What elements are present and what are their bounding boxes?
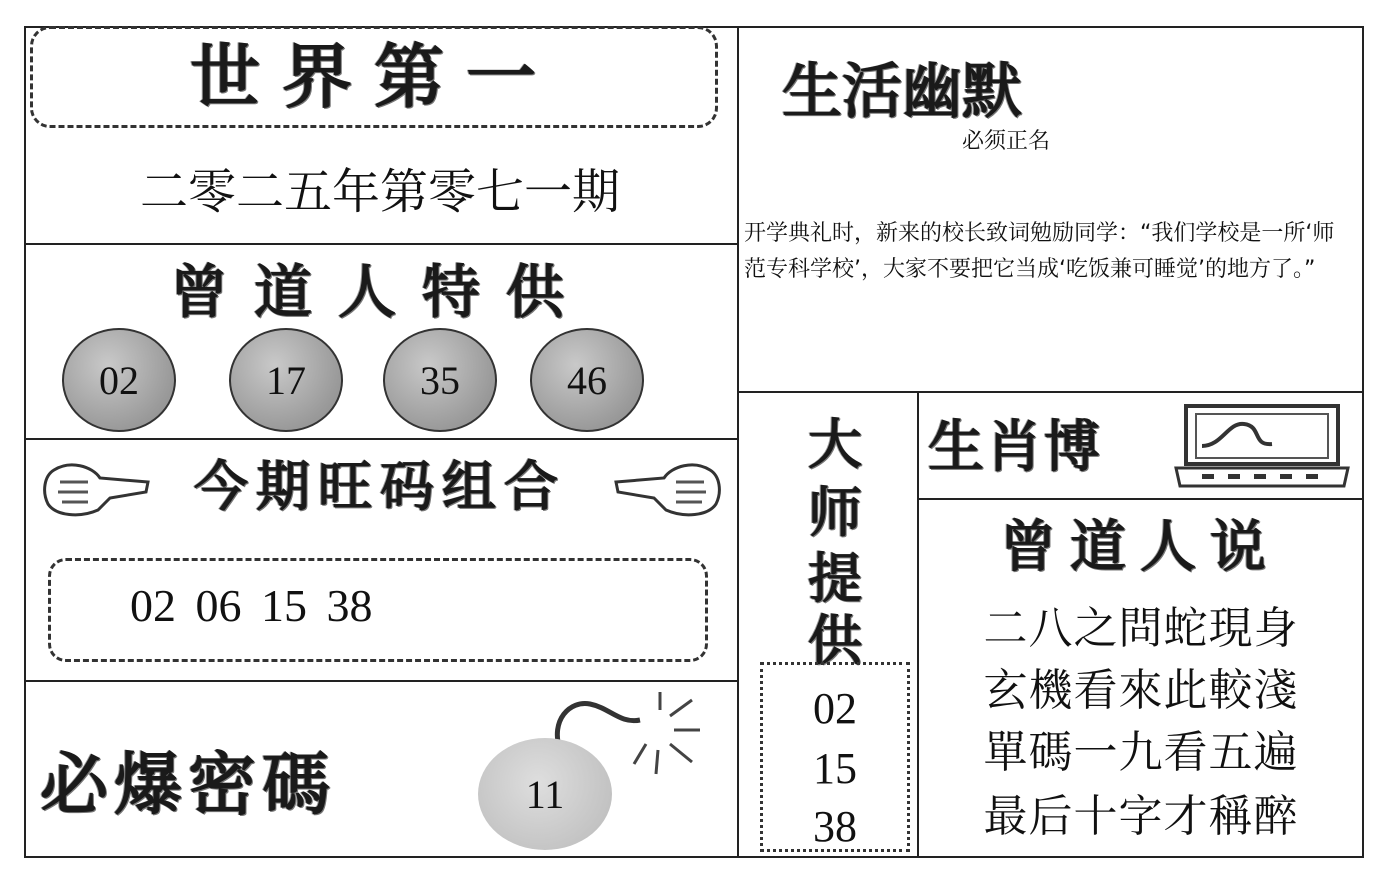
master-char-1: 大 — [808, 413, 862, 476]
main-title: 世界第一 — [190, 36, 558, 118]
special-ball-1: 02 — [62, 328, 176, 432]
pointing-hand-left-icon — [40, 452, 152, 522]
pointing-hand-right-icon — [612, 452, 724, 522]
poem-line-2: 玄機看來此較淺 — [983, 665, 1299, 716]
master-char-4: 供 — [808, 609, 862, 672]
poem-line-1: 二八之問蛇現身 — [983, 603, 1299, 654]
divider-3 — [24, 680, 738, 682]
humor-story: 开学典礼时，新来的校长致词勉励同学：“我们学校是一所‘师范专科学校’，大家不要把它当成‘吃饭兼可睡觉’的地方了。” — [744, 221, 1335, 282]
saying-title: 曾道人说 — [1000, 515, 1280, 580]
divider-2 — [24, 438, 738, 440]
master-number-3: 38 — [813, 802, 857, 851]
humor-subtitle: 必须正名 — [962, 129, 1051, 154]
poem-line-4: 最后十字才稱醉 — [983, 791, 1299, 842]
master-number-2: 15 — [813, 744, 857, 793]
special-ball-3: 35 — [383, 328, 497, 432]
special-ball-2: 17 — [229, 328, 343, 432]
combo-title: 今期旺码组合 — [194, 455, 566, 518]
master-char-2: 师 — [808, 481, 862, 544]
master-number-1: 02 — [813, 684, 857, 733]
saying-poem — [918, 592, 1364, 852]
computer-icon — [1172, 402, 1352, 490]
issue-label: 二零二五年第零七一期 — [139, 164, 620, 220]
combo-numbers: 02 06 15 38 — [130, 580, 373, 631]
poem-line-3: 單碼一九看五遍 — [983, 727, 1299, 778]
zodiac-title: 生肖博 — [928, 415, 1102, 480]
bomb-ball: 11 — [478, 738, 612, 850]
specials-title: 曾道人特供 — [169, 258, 590, 326]
humor-title: 生活幽默 — [782, 57, 1022, 127]
divider-1 — [24, 243, 738, 245]
special-ball-4: 46 — [530, 328, 644, 432]
master-char-3: 提 — [808, 547, 862, 610]
divider-right-2 — [917, 498, 1364, 500]
bomb-title: 必爆密碼 — [40, 746, 337, 825]
column-divider — [737, 26, 739, 858]
divider-right-1 — [737, 391, 1364, 393]
